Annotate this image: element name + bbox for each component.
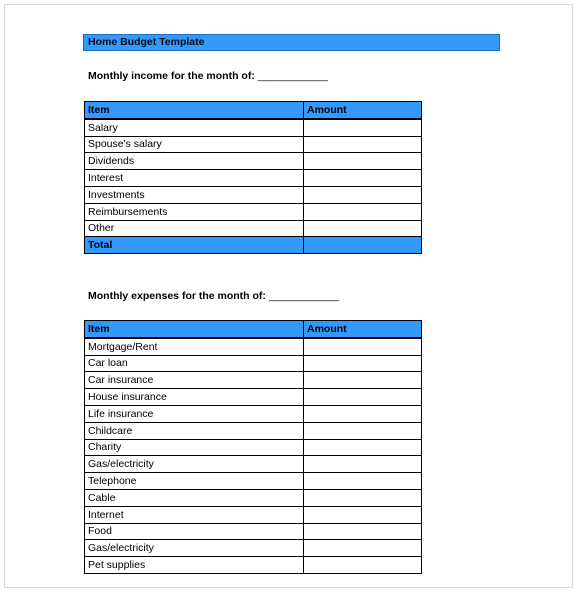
expense-item-cell: Gas/electricity	[85, 456, 304, 473]
income-item-cell: Dividends	[85, 153, 304, 170]
income-amount-cell[interactable]	[304, 153, 422, 170]
income-column-item: Item	[85, 102, 304, 119]
table-row	[85, 186, 422, 203]
table-row	[85, 557, 422, 574]
table-row	[85, 170, 422, 187]
expense-item-cell: Food	[85, 523, 304, 540]
expenses-heading	[88, 290, 339, 302]
income-total-amount[interactable]	[304, 237, 422, 254]
document-title: Home Budget Template	[83, 34, 500, 51]
table-row	[85, 456, 422, 473]
income-amount-cell[interactable]	[304, 119, 422, 136]
income-amount-cell[interactable]	[304, 136, 422, 153]
expense-amount-cell[interactable]	[304, 489, 422, 506]
income-heading	[88, 70, 328, 82]
income-item-cell: Other	[85, 220, 304, 237]
income-amount-cell[interactable]	[304, 186, 422, 203]
expense-item-cell: Internet	[85, 506, 304, 523]
income-amount-cell[interactable]	[304, 203, 422, 220]
table-row	[85, 136, 422, 153]
expense-amount-cell[interactable]	[304, 456, 422, 473]
table-row	[85, 405, 422, 422]
expenses-month-blank: ____________	[268, 290, 339, 302]
income-header-row	[85, 102, 422, 119]
expense-amount-cell[interactable]	[304, 405, 422, 422]
expense-item-cell: Charity	[85, 439, 304, 456]
table-row	[85, 489, 422, 506]
table-row	[85, 372, 422, 389]
income-total-label: Total	[85, 237, 304, 254]
table-row	[85, 338, 422, 355]
table-row	[85, 119, 422, 136]
income-column-amount: Amount	[304, 102, 422, 119]
expense-item-cell: Pet supplies	[85, 557, 304, 574]
income-item-cell: Reimbursements	[85, 203, 304, 220]
table-row	[85, 203, 422, 220]
expense-amount-cell[interactable]	[304, 506, 422, 523]
expense-amount-cell[interactable]	[304, 473, 422, 490]
table-row	[85, 153, 422, 170]
income-item-cell: Spouse's salary	[85, 136, 304, 153]
income-total-row	[85, 237, 422, 254]
income-amount-cell[interactable]	[304, 220, 422, 237]
expenses-table	[84, 320, 422, 574]
table-row	[85, 523, 422, 540]
expense-amount-cell[interactable]	[304, 540, 422, 557]
expense-item-cell: Life insurance	[85, 405, 304, 422]
expenses-column-amount: Amount	[304, 321, 422, 338]
expenses-column-item: Item	[85, 321, 304, 338]
expense-item-cell: Car insurance	[85, 372, 304, 389]
table-row	[85, 355, 422, 372]
expense-amount-cell[interactable]	[304, 557, 422, 574]
expense-item-cell: Gas/electricity	[85, 540, 304, 557]
table-row	[85, 506, 422, 523]
expense-item-cell: Car loan	[85, 355, 304, 372]
expense-amount-cell[interactable]	[304, 422, 422, 439]
table-row	[85, 389, 422, 406]
expense-amount-cell[interactable]	[304, 389, 422, 406]
expenses-heading-label: Monthly expenses for the month of:	[88, 290, 266, 302]
income-item-cell: Interest	[85, 170, 304, 187]
table-row	[85, 439, 422, 456]
income-table	[84, 101, 422, 254]
table-row	[85, 473, 422, 490]
expenses-header-row	[85, 321, 422, 338]
expense-amount-cell[interactable]	[304, 439, 422, 456]
income-heading-label: Monthly income for the month of:	[88, 70, 255, 82]
expense-amount-cell[interactable]	[304, 523, 422, 540]
income-month-blank: ____________	[257, 70, 328, 82]
income-item-cell: Investments	[85, 186, 304, 203]
table-row	[85, 422, 422, 439]
expense-amount-cell[interactable]	[304, 338, 422, 355]
expense-item-cell: Childcare	[85, 422, 304, 439]
expense-item-cell: Telephone	[85, 473, 304, 490]
expense-amount-cell[interactable]	[304, 355, 422, 372]
table-row	[85, 540, 422, 557]
table-row	[85, 220, 422, 237]
income-item-cell: Salary	[85, 119, 304, 136]
expense-item-cell: Mortgage/Rent	[85, 338, 304, 355]
expense-item-cell: Cable	[85, 489, 304, 506]
expense-item-cell: House insurance	[85, 389, 304, 406]
expense-amount-cell[interactable]	[304, 372, 422, 389]
income-amount-cell[interactable]	[304, 170, 422, 187]
